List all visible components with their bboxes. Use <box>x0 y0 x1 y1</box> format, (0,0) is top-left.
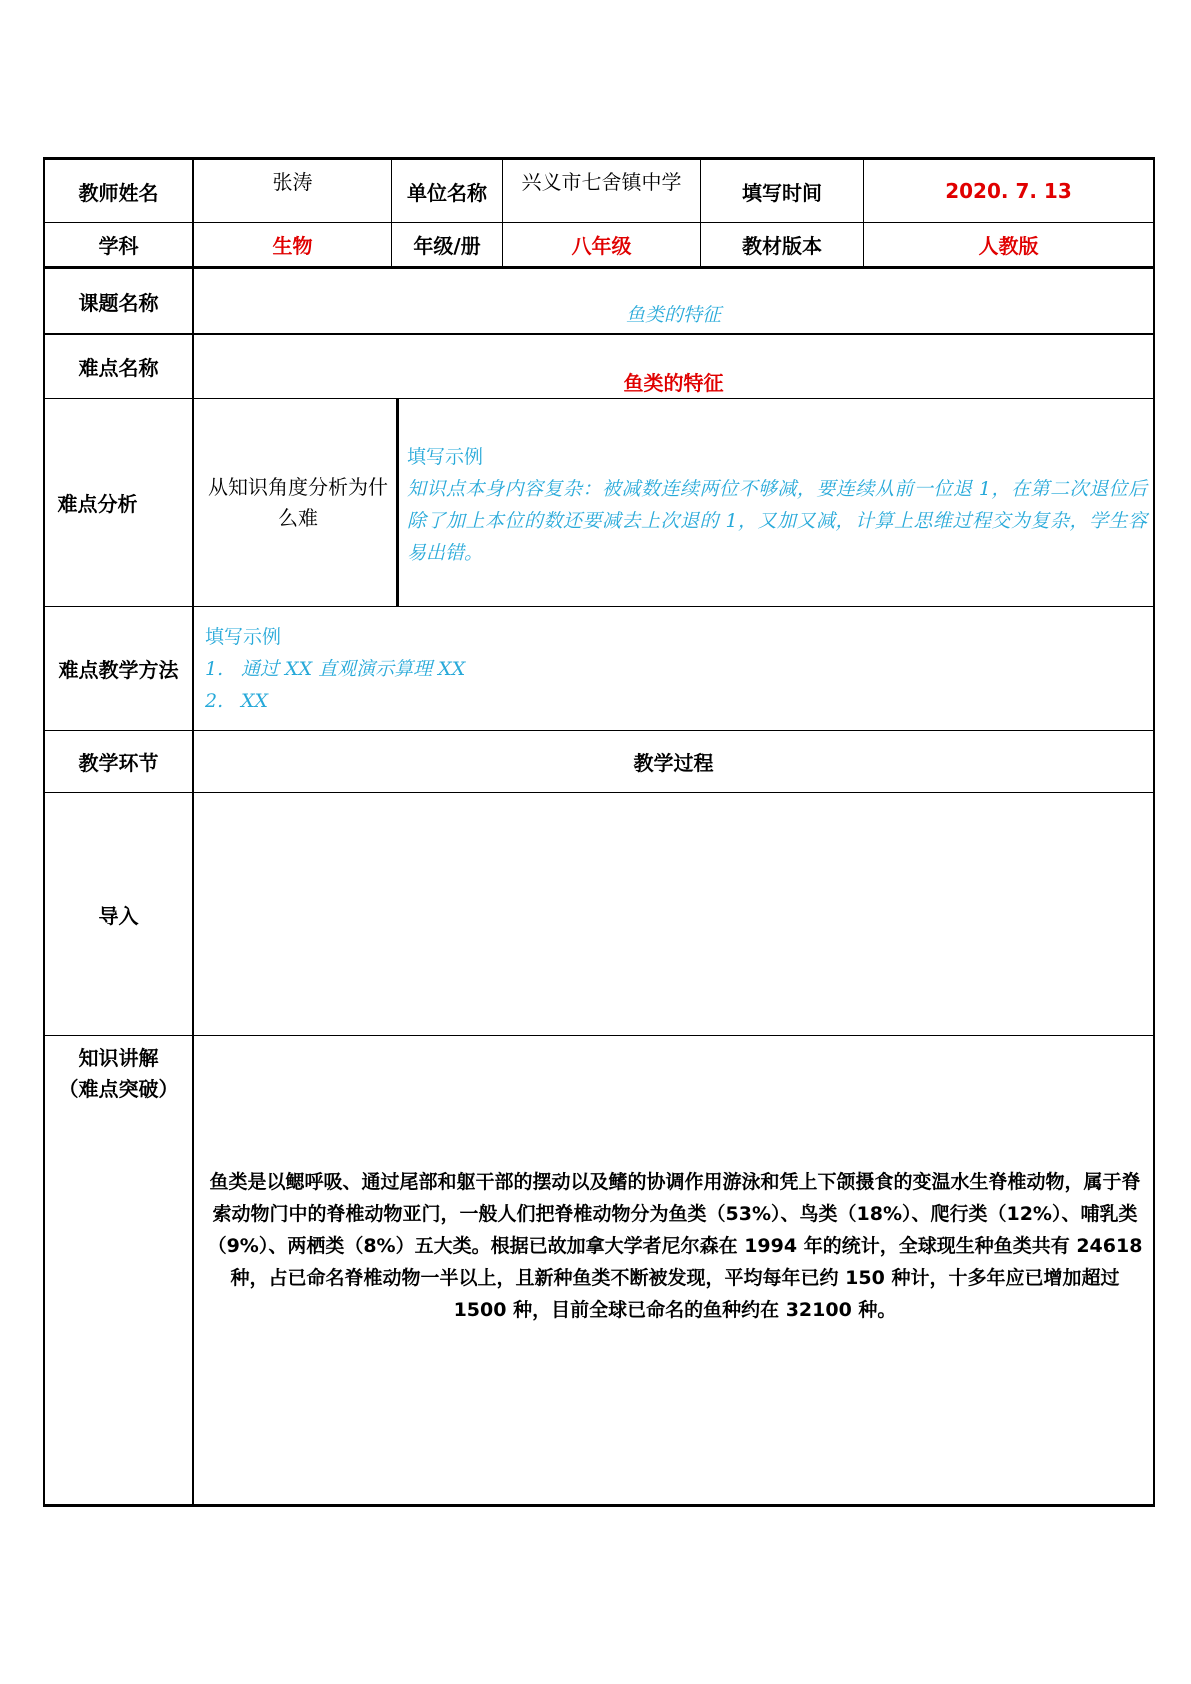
grade-label: 年级/册 <box>413 234 481 258</box>
analysis-example-text: 知识点本身内容复杂：被减数连续两位不够减，要连续从前一位退 1，在第二次退位后除了加上本位的数还要减去上次退的 1，又加又减，计算上思维过程交为复杂，学生容易出错。 <box>407 478 1147 564</box>
knowledge-label-line2: （难点突破） <box>58 1077 179 1101</box>
method-label: 难点教学方法 <box>58 658 179 682</box>
list-item: 1. 通过 XX 直观演示算理 XX <box>205 658 466 680</box>
analysis-example-title: 填写示例 <box>407 446 484 468</box>
unit-name-label: 单位名称 <box>407 180 487 205</box>
difficulty-value: 鱼类的特征 <box>623 371 724 395</box>
process-header-value: 教学过程 <box>633 751 714 775</box>
column-divider <box>396 399 399 607</box>
knowledge-label-line1: 知识讲解 <box>78 1046 159 1070</box>
lesson-plan-table <box>43 157 1155 1507</box>
unit-name-value: 兴义市七舍镇中学 <box>521 170 682 194</box>
row-divider <box>43 1035 1155 1036</box>
list-item: 2. XX <box>205 690 269 712</box>
knowledge-label <box>45 1043 192 1105</box>
difficulty-label: 难点名称 <box>78 356 159 380</box>
analysis-label: 难点分析 <box>57 492 138 516</box>
analysis-example <box>407 441 1147 569</box>
edition-label: 教材版本 <box>742 234 822 258</box>
table-border-bottom <box>43 1504 1155 1507</box>
table-border-right <box>1153 157 1155 1507</box>
fill-date-label: 填写时间 <box>742 180 822 205</box>
topic-label: 课题名称 <box>78 290 159 315</box>
teacher-name-value: 张涛 <box>272 170 313 194</box>
row-divider <box>43 606 1155 607</box>
process-step-label: 教学环节 <box>78 751 159 775</box>
subject-label: 学科 <box>98 234 139 258</box>
teacher-name-label: 教师姓名 <box>78 180 159 205</box>
edition-value: 人教版 <box>978 234 1039 258</box>
topic-value: 鱼类的特征 <box>625 304 721 326</box>
intro-content <box>194 793 1153 1035</box>
method-example-title: 填写示例 <box>205 626 282 648</box>
method-list <box>205 653 1135 717</box>
method-example <box>205 621 1135 717</box>
subject-value: 生物 <box>272 234 313 258</box>
knowledge-content: 鱼类是以鳃呼吸、通过尾部和躯干部的摆动以及鳍的协调作用游泳和凭上下颌摄食的变温水生脊椎动物，属于脊索动物门中的脊椎动物亚门，一般人们把脊椎动物分为鱼类（53%）、鸟类（18%）、爬行类（12%）、哺乳类（9%）、两栖类（8%）五大类。根据已故加拿大学者尼尔森在 1994 年的统计，全球现生种鱼类共有 24618 种，占已命名脊椎动物一半以上，且新种鱼类不断被发现，平均每年已约 150 种计，十多年应已增加超过 1500 种，目前全球已命名的鱼种约在 32100 种。 <box>207 1171 1143 1321</box>
fill-date-value: 2020. 7. 13 <box>945 179 1072 203</box>
grade-value: 八年级 <box>571 234 632 258</box>
analysis-sub-label: 从知识角度分析为什么难 <box>208 474 388 530</box>
intro-label: 导入 <box>98 903 139 928</box>
